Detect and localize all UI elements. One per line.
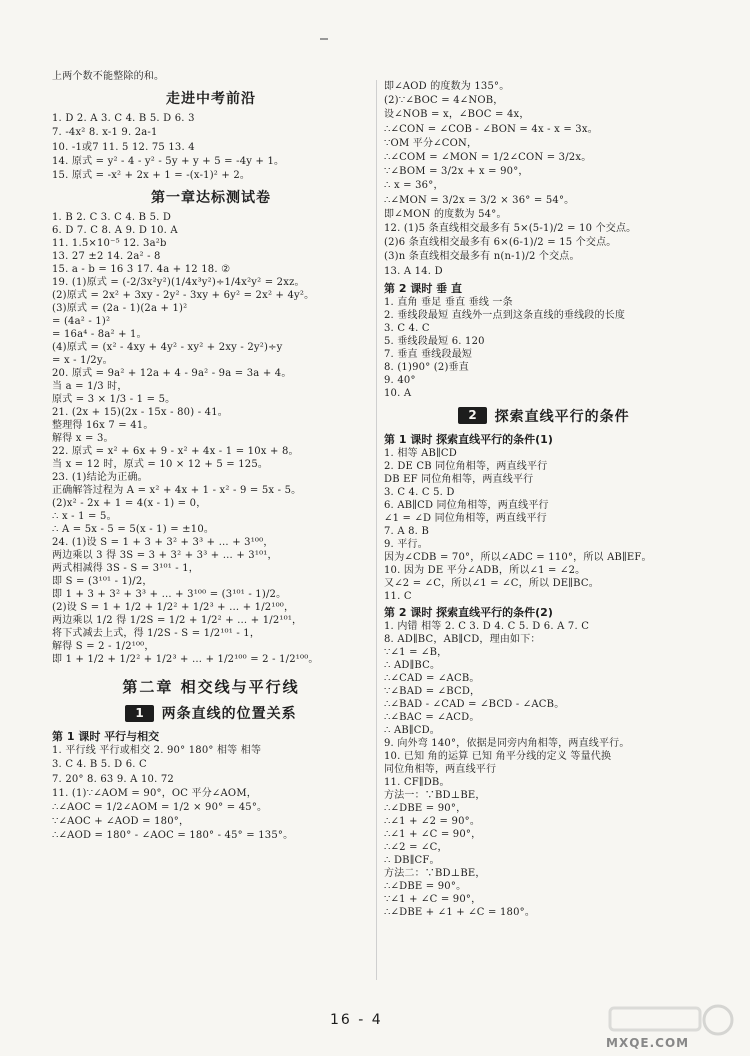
answer-line: 13. 27 ±2 14. 2a² - 8 [52, 251, 161, 263]
answer-line: 6. D 7. C 8. A 9. D 10. A [52, 225, 178, 237]
answer-line: ∴ DB∥CF。 [384, 854, 440, 866]
answer-line: 设∠NOB = x，∠BOC = 4x， [384, 109, 530, 121]
unit-title: 两条直线的位置关系 [161, 706, 297, 723]
answer-line: 整理得 16x 7 = 41。 [52, 420, 154, 432]
answer-line: (2)x² - 2x + 1 = 4(x - 1) = 0， [52, 498, 207, 510]
answer-line: 两边乘以 1/2 得 1/2S = 1/2 + 1/2² + … + 1/2¹⁰¹， [52, 615, 303, 627]
answer-line: ∵∠BOM = 3/2x + x = 90°， [384, 166, 529, 178]
answer-line: 1. 直角 垂足 垂直 垂线 一条 [384, 296, 513, 308]
angle-problem-continued [384, 80, 704, 279]
unit-title: 探索直线平行的条件 [494, 408, 630, 425]
answer-line: 方法一：∵BD⊥BE， [384, 789, 486, 801]
answer-line: 两式相减得 3S - S = 3¹⁰¹ - 1， [52, 563, 200, 575]
lesson-heading: 第 1 课时 平行与相交 [52, 730, 160, 744]
answer-line: ∴∠AOC = 1/2∠AOM = 1/2 × 90° = 45°。 [52, 802, 268, 814]
lesson-heading: 第 2 课时 探索直线平行的条件(2) [384, 605, 553, 619]
answer-line: ∴∠1 + ∠2 = 90°。 [384, 815, 481, 827]
answer-line: 10. 已知 角的运算 已知 角平分线的定义 等量代换 [384, 750, 612, 762]
answer-line: 9. 40° [384, 374, 416, 386]
answer-line: (2)6 条直线相交最多有 6×(6-1)/2 = 15 个交点。 [384, 237, 617, 249]
parallel-conditions-2-answers [384, 620, 704, 919]
unit-number-badge: 2 [458, 407, 486, 424]
answer-line: 即 1 + 3 + 3² + 3³ + … + 3¹⁰⁰ = (3¹⁰¹ - 1)/2。 [52, 589, 287, 601]
answer-line: ∴∠2 = ∠C， [384, 841, 448, 853]
answer-line: ∴ AB∥CD。 [384, 724, 440, 736]
lesson-heading: 第 2 课时 垂 直 [384, 281, 462, 295]
section-zhongkao-answers [52, 112, 370, 183]
answer-line: 7. 垂直 垂线段最短 [384, 348, 473, 360]
answer-line: 9. 平行。 [384, 538, 428, 550]
answer-line: 21. (2x + 15)(2x - 15x - 80) - 41。 [52, 407, 228, 419]
answer-line: 12. (1)5 条直线相交最多有 5×(5-1)/2 = 10 个交点。 [384, 223, 637, 235]
answer-line: (2)∵∠BOC = 4∠NOB， [384, 95, 504, 107]
parallel-conditions-1-answers [384, 447, 704, 603]
answer-line: ∴ x - 1 = 5。 [52, 511, 117, 523]
answer-line: ∴ A = 5x - 5 = 5(x - 1) = ±10。 [52, 524, 215, 536]
answer-line: 22. 原式 = x² + 6x + 9 - x² + 4x - 1 = 10x + 8。 [52, 446, 299, 458]
lesson-heading: 第 1 课时 探索直线平行的条件(1) [384, 432, 553, 446]
answer-line: 1. 内错 相等 2. C 3. D 4. C 5. D 6. A 7. C [384, 620, 590, 632]
unit-1-header [52, 703, 370, 723]
answer-line: 11. C [384, 590, 412, 602]
answer-line: ∴∠COM = ∠MON = 1/2∠CON = 3/2x。 [384, 152, 592, 164]
answer-line: ∴ AD∥BC。 [384, 659, 441, 671]
intro-line: 上两个数不能整除的和。 [52, 71, 165, 82]
answer-line: 8. (1)90° (2)垂直 [384, 361, 469, 373]
answer-line: 7. -4x² 8. x-1 9. 2a-1 [52, 127, 158, 139]
left-column [52, 70, 370, 844]
page-number: 16 - 4 [330, 1012, 383, 1028]
answer-line: 解得 S = 2 - 1/2¹⁰⁰， [52, 641, 155, 653]
answer-line: 14. 原式 = y² - 4 - y² - 5y + y + 5 = -4y + 1。 [52, 155, 285, 167]
answer-line: 2. DE CB 同位角相等，两直线平行 [384, 460, 548, 472]
answer-line: 3. C 4. C [384, 322, 430, 334]
answer-line: = (4a² - 1)² [52, 316, 111, 328]
answer-line: ∴∠DBE + ∠1 + ∠C = 180°。 [384, 906, 536, 918]
answer-line: 7. 20° 8. 63 9. A 10. 72 [52, 773, 174, 785]
answer-line: 3. C 4. C 5. D [384, 486, 455, 498]
answer-line: = x - 1/2y。 [52, 355, 113, 367]
answer-line: 1. B 2. C 3. C 4. B 5. D [52, 212, 172, 224]
answer-line: 即∠AOD 的度数为 135°。 [384, 81, 510, 92]
answer-line: (4)原式 = (x² - 4xy + 4y² - xy² + 2xy - 2y²)÷y [52, 342, 283, 354]
scan-mark [320, 38, 328, 40]
answer-line: = 16a⁴ - 8a² + 1。 [52, 329, 147, 341]
answer-line: 即 1 + 1/2 + 1/2² + 1/2³ + … + 1/2¹⁰⁰ = 2 - 1/2¹⁰⁰。 [52, 654, 319, 666]
answer-line: ∴∠CON = ∠COB - ∠BON = 4x - x = 3x。 [384, 123, 598, 135]
answer-line: 1. 平行线 平行或相交 2. 90° 180° 相等 相等 [52, 745, 262, 757]
answer-line: ∠1 = ∠D 同位角相等，两直线平行 [384, 512, 547, 524]
answer-line: 10. 因为 DE 平分∠ADB，所以∠1 = ∠2。 [384, 564, 586, 576]
answer-line: 8. AD∥BC，AB∥CD，理由如下： [384, 633, 541, 645]
answer-line: 5. 垂线段最短 6. 120 [384, 335, 485, 347]
answer-line: 即 S = (3¹⁰¹ - 1)/2， [52, 576, 153, 588]
answer-line: DB EF 同位角相等，两直线平行 [384, 473, 534, 485]
answer-line: 19. (1)原式 = (-2/3x²y²)(1/4x³y²)÷1/4x²y² = 2xz。 [52, 277, 305, 289]
answer-line: 方法二：∵BD⊥BE， [384, 867, 486, 879]
answer-line: 即∠MON 的度数为 54°。 [384, 208, 507, 220]
answer-line: 23. (1)结论为正确。 [52, 472, 148, 484]
answer-line: ∴∠AOD = 180° - ∠AOC = 180° - 45° = 135°。 [52, 830, 294, 842]
answer-line: 15. a - b = 16 3 17. 4a + 12 18. ② [52, 264, 231, 276]
answer-line: 20. 原式 = 9a² + 12a + 4 - 9a² - 9a = 3a + 4。 [52, 368, 292, 380]
answer-line: 又∠2 = ∠C，所以∠1 = ∠C，所以 DE∥BC。 [384, 577, 599, 589]
answer-line: ∴∠MON = 3/2x = 3/2 × 36° = 54°。 [384, 194, 575, 206]
answer-line: 3. C 4. B 5. D 6. C [52, 759, 147, 771]
lesson-1-answers [52, 744, 370, 843]
answer-line: 正确解答过程为 A = x² + 4x + 1 - x² - 9 = 5x - 5。 [52, 485, 302, 497]
answer-line: 同位角相等，两直线平行 [384, 763, 497, 775]
answer-line: 15. 原式 = -x² + 2x + 1 = -(x-1)² + 2。 [52, 170, 251, 182]
answer-line: (3)n 条直线相交最多有 n(n-1)/2 个交点。 [384, 251, 580, 263]
answer-line: ∴∠1 + ∠C = 90°， [384, 828, 482, 840]
answer-line: (2)设 S = 1 + 1/2 + 1/2² + 1/2³ + … + 1/2¹⁰⁰， [52, 602, 295, 614]
right-column [384, 80, 704, 919]
answer-line: 解得 x = 3。 [52, 433, 114, 445]
answer-line: 11. CF∥DB。 [384, 776, 450, 788]
answer-line: ∴∠BAC = ∠ACD。 [384, 711, 480, 723]
answer-line: 将下式减去上式，得 1/2S - S = 1/2¹⁰¹ - 1， [52, 628, 261, 640]
answer-line: 13. A 14. D [384, 265, 443, 277]
answer-line: ∵∠1 + ∠C = 90°， [384, 893, 482, 905]
answer-line: (3)原式 = (2a - 1)(2a + 1)² [52, 303, 188, 315]
answer-line: 1. 相等 AB∥CD [384, 447, 457, 459]
section-title-chapter1-test: 第一章达标测试卷 [151, 190, 271, 207]
chapter-2-title: 第二章 相交线与平行线 [122, 678, 300, 697]
perpendicular-answers [384, 296, 704, 400]
answer-line: 2. 垂线段最短 直线外一点到这条直线的垂线段的长度 [384, 309, 626, 321]
answer-line: 因为∠CDB = 70°，所以∠ADC = 110°，所以 AB∥EF。 [384, 551, 652, 563]
answer-line: ∴∠DBE = 90°， [384, 802, 467, 814]
answer-line: 1. D 2. A 3. C 4. B 5. D 6. 3 [52, 113, 195, 125]
answer-line: (2)原式 = 2x² + 3xy - 2y² - 3xy + 6y² = 2x² + 4y²。 [52, 290, 315, 302]
answer-line: ∴∠BAD - ∠CAD = ∠BCD - ∠ACB。 [384, 698, 565, 710]
answer-line: 11. (1)∵∠AOM = 90°，OC 平分∠AOM， [52, 787, 257, 799]
answer-line: ∵∠AOC + ∠AOD = 180°， [52, 816, 190, 828]
column-divider [376, 80, 377, 980]
answer-line: 当 a = 1/3 时， [52, 381, 128, 393]
answer-line: 10. A [384, 387, 412, 399]
answer-line: ∴∠DBE = 90°。 [384, 880, 467, 892]
answer-line: 11. 1.5×10⁻⁵ 12. 3a²b [52, 238, 167, 250]
answer-line: ∵∠BAD = ∠BCD， [384, 685, 481, 697]
answer-line: 6. AB∥CD 同位角相等，两直线平行 [384, 499, 549, 511]
answer-line: 9. 向外弯 140°，依据是同旁内角相等，两直线平行。 [384, 737, 630, 749]
answer-line: ∵OM 平分∠CON， [384, 137, 478, 149]
answer-line: 原式 = 3 × 1/3 - 1 = 5。 [52, 394, 176, 406]
section-chapter1-test-answers [52, 211, 370, 666]
answer-line: ∴ x = 36°， [384, 180, 444, 192]
section-title-zhongkao: 走进中考前沿 [166, 91, 256, 108]
answer-line: 当 x = 12 时，原式 = 10 × 12 + 5 = 125。 [52, 459, 269, 471]
unit-number-badge: 1 [125, 705, 153, 722]
answer-line: 两边乘以 3 得 3S = 3 + 3² + 3³ + … + 3¹⁰¹， [52, 550, 278, 562]
answer-line: 10. -1或7 11. 5 12. 75 13. 4 [52, 141, 195, 153]
watermark-text: MXQE.COM [606, 1036, 690, 1050]
unit-2-header [384, 406, 704, 426]
answer-line: 7. A 8. B [384, 525, 429, 537]
answer-line: ∵∠1 = ∠B， [384, 646, 448, 658]
answer-line: 24. (1)设 S = 1 + 3 + 3² + 3³ + … + 3¹⁰⁰， [52, 537, 274, 549]
answer-line: ∴∠CAD = ∠ACB。 [384, 672, 480, 684]
